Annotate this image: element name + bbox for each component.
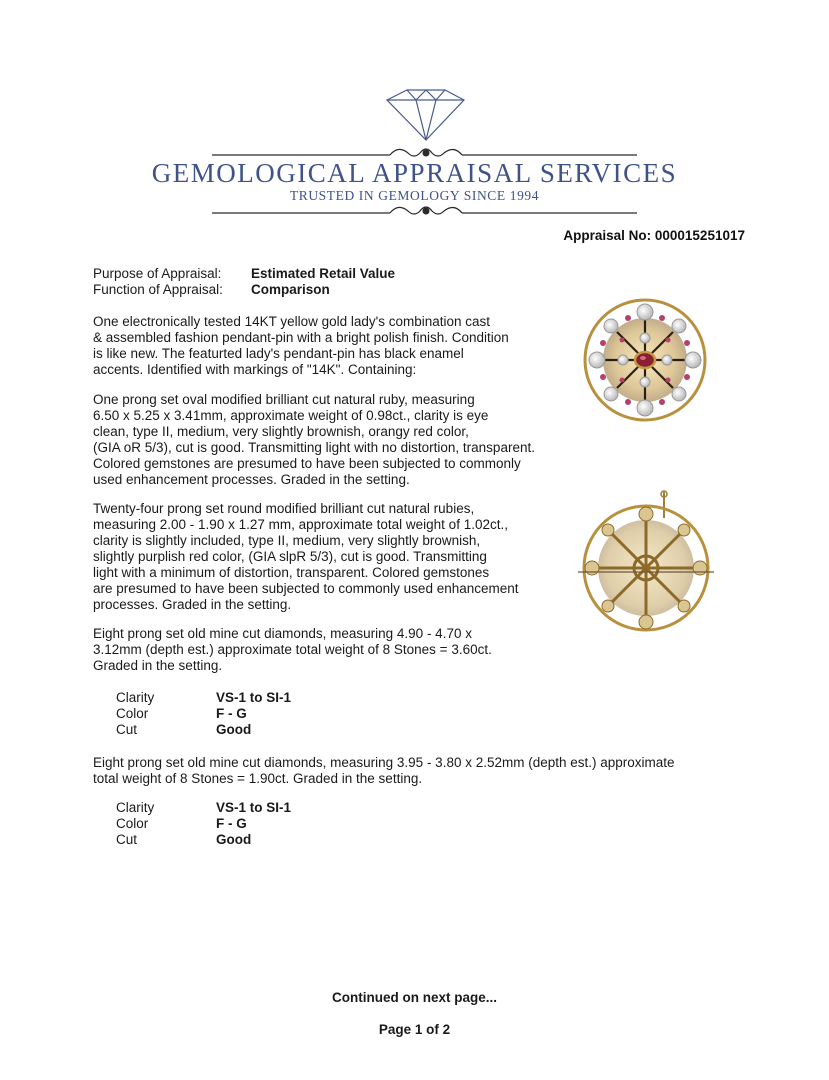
color-value: F - G (216, 816, 247, 831)
cut-value: Good (216, 832, 252, 847)
pendant-back-photo (572, 488, 720, 638)
grade-1-clarity (0, 690, 829, 706)
diamond-icon (387, 90, 464, 140)
function-value: Comparison (251, 282, 330, 297)
cut-label: Cut (116, 722, 138, 737)
clarity-label: Clarity (116, 690, 155, 705)
top-flourish (212, 149, 637, 156)
color-label: Color (116, 816, 149, 831)
color-value: F - G (216, 706, 247, 721)
company-name: GEMOLOGICAL APPRAISAL SERVICES (151, 158, 678, 188)
purpose-label: Purpose of Appraisal: (93, 266, 222, 281)
clarity-value: VS-1 to SI-1 (216, 690, 292, 705)
item-description: One electronically tested 14KT yellow gold lady's combination cast & assembled fashion pendant-pin with a bright polish finish. Condition is like new. The featurted lady's pendant-pin has black enamel accents. Identified with markings of "14K". Containing: (93, 314, 509, 377)
cut-value: Good (216, 722, 252, 737)
grade-1-cut (0, 722, 829, 738)
diamonds-2-description: Eight prong set old mine cut diamonds, measuring 3.95 - 3.80 x 2.52mm (depth est.) approximate total weight of 8 Stones = 1.90ct. Graded in the setting. (93, 755, 675, 786)
pendant-front-photo (570, 290, 720, 430)
diamonds-1-description: Eight prong set old mine cut diamonds, measuring 4.90 - 4.70 x 3.12mm (depth est.) approximate total weight of 8 Stones = 3.60ct. Graded in the setting. (93, 626, 492, 673)
grade-1-color (0, 706, 829, 722)
rubies-description: Twenty-four prong set round modified brilliant cut natural rubies, measuring 2.00 - 1.90 x 1.27 mm, approximate total weight of 1.02ct., clarity is slightly included, type II, medium, very slightly brownish, slightly purplish red color, (GIA slpR 5/3), cut is good. Transmitting light with a minimum of distortion, transparent. Colored gemstones are presumed to have been subjected to commonly used enhancement processes. Graded in the setting. (93, 501, 519, 612)
grade-2-cut (0, 832, 829, 848)
function-label: Function of Appraisal: (93, 282, 223, 297)
color-label: Color (116, 706, 149, 721)
clarity-value: VS-1 to SI-1 (216, 800, 292, 815)
clarity-label: Clarity (116, 800, 155, 815)
page-number: Page 1 of 2 (378, 1022, 451, 1037)
bottom-flourish (212, 207, 637, 214)
grade-2-color (0, 816, 829, 832)
continued-note: Continued on next page... (332, 990, 497, 1005)
grade-2-clarity (0, 800, 829, 816)
company-tagline: TRUSTED IN GEMOLOGY SINCE 1994 (289, 188, 540, 203)
purpose-row (0, 266, 829, 282)
cut-label: Cut (116, 832, 138, 847)
purpose-value: Estimated Retail Value (251, 266, 396, 281)
center-ruby-description: One prong set oval modified brilliant cut natural ruby, measuring 6.50 x 5.25 x 3.41mm, approximate weight of 0.98ct., clarity is eye clean, type II, medium, very slightly brownish, orangy red color, (GIA oR 5/3), cut is good. Transmitting light with no distortion, transparent. Colored gemstones are presumed to have been subjected to commonly used enhancement processes. Graded in the setting. (93, 392, 535, 487)
appraisal-number: Appraisal No: 000015251017 (563, 228, 745, 243)
